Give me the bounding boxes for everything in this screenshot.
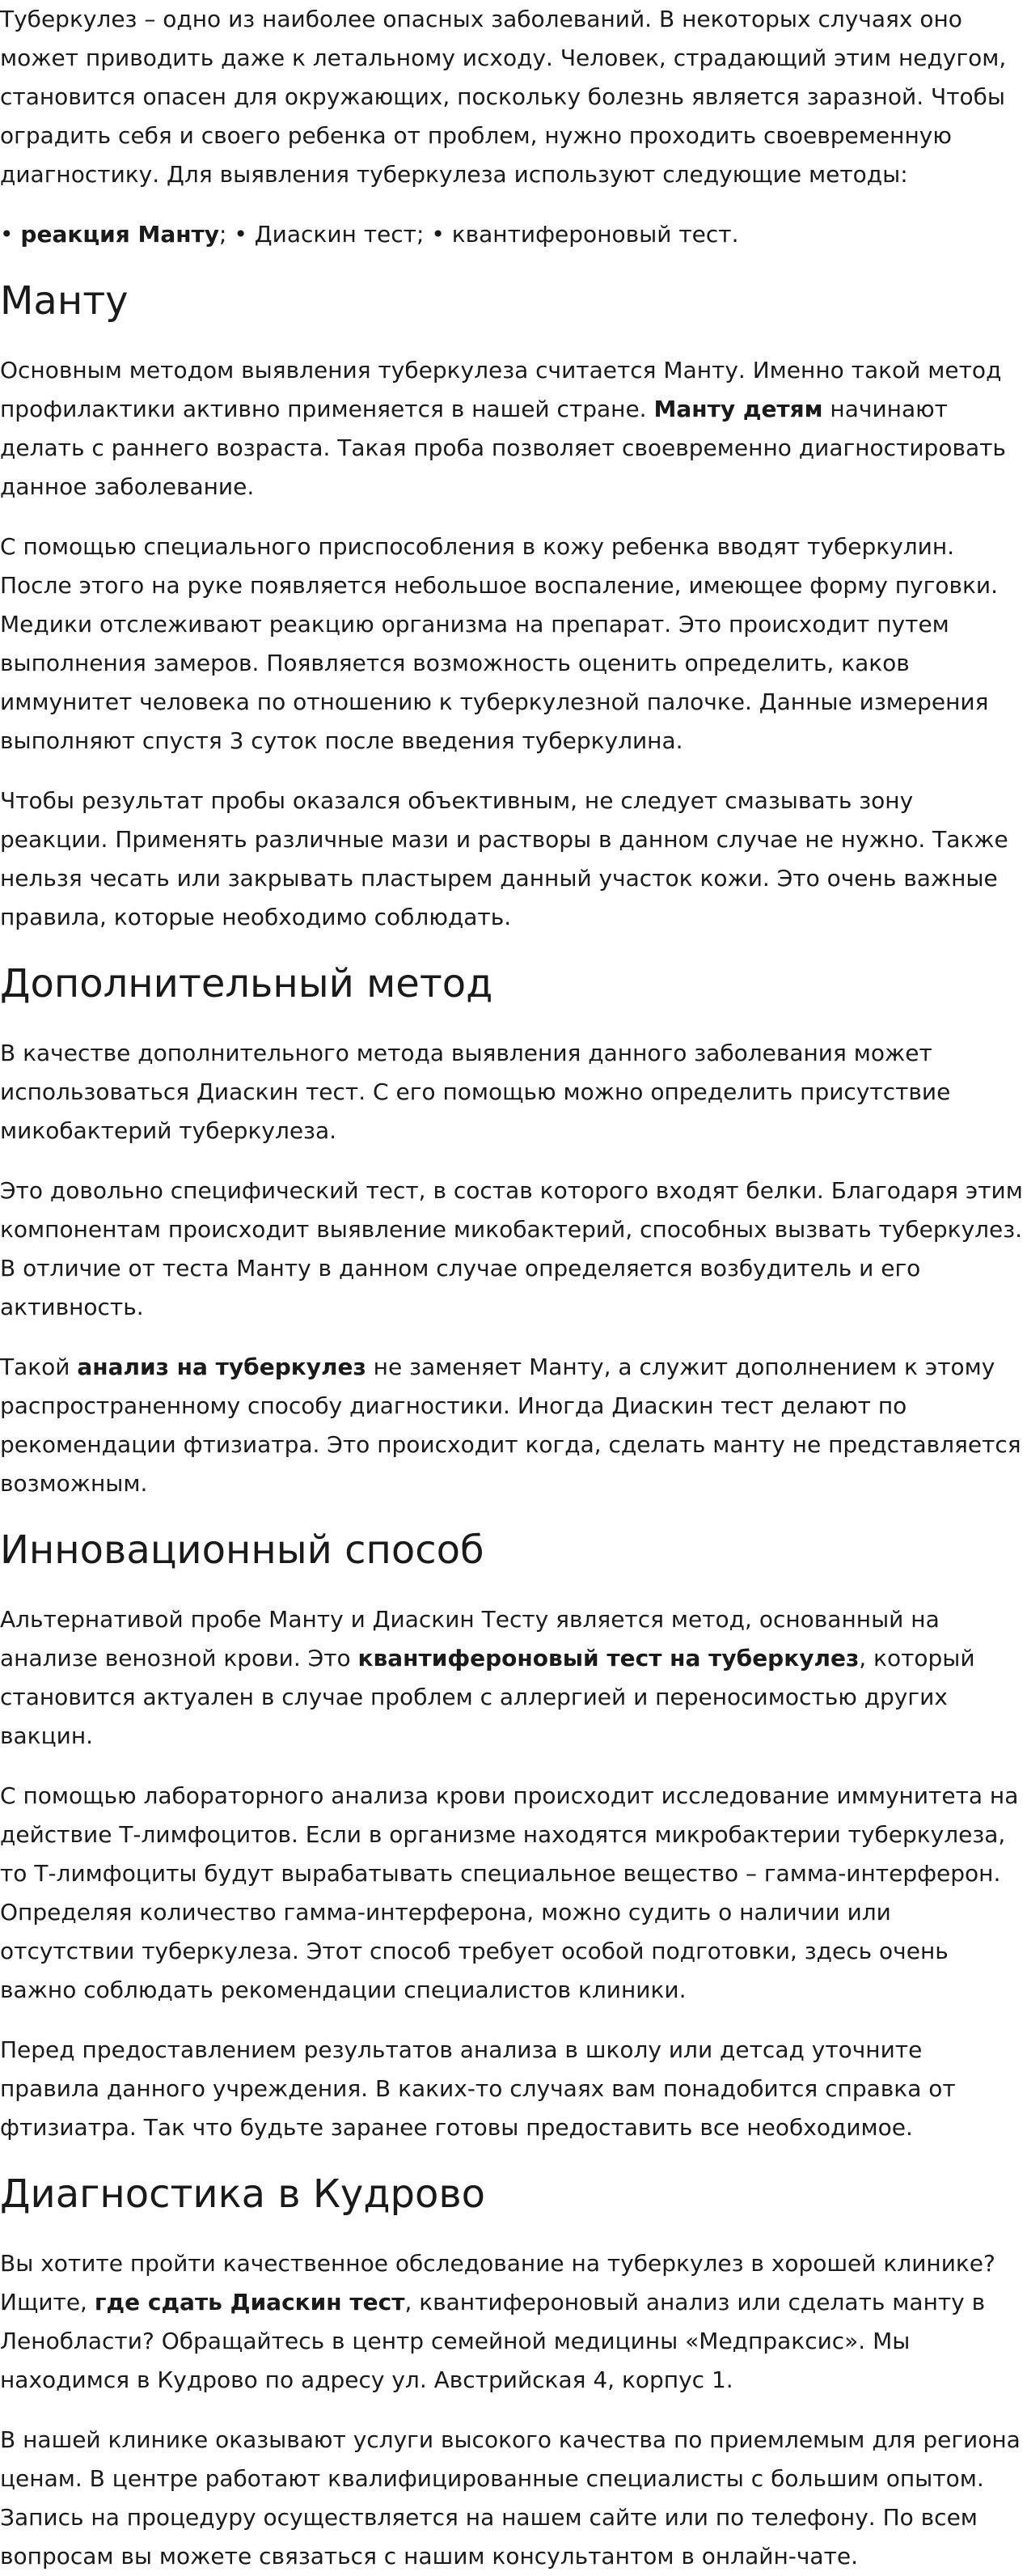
mantu-paragraph-1 [0,351,1027,506]
text: , который становится актуален в случае проблем с аллергией и переносимостью других вакцин. [0,1645,975,1749]
keyword-quantiferon-test: квантифероновый тест на туберкулез [357,1645,860,1671]
heading-mantu: Манту [0,278,129,324]
methods-rest: ; • Диаскин тест; • квантифероновый тест. [219,221,739,248]
extra-paragraph-3 [0,1348,1027,1503]
text: Альтернативой пробе Манту и Диаскин Тесту является метод, основанный на анализе венозной крови. Это [0,1606,940,1671]
text: начинают делать с раннего возраста. Такая проба позволяет своевременно диагностировать данное заболевание. [0,396,1006,500]
innov-paragraph-2: С помощью лабораторного анализа крови происходит исследование иммунитета на действие Т-лимфоцитов. Если в организме находятся микробактерии туберкулеза, то Т-лимфоциты будут вырабатывать специальное вещество – гамма-интерферон. Определяя количество гамма-интерферона, можно судить о наличии или отсутствии туберкулеза. Этот способ требует особой подготовки, здесь очень важно соблюдать рекомендации специалистов клиники. [0,1782,1019,2003]
heading-innovative-method: Инновационный способ [0,1527,484,1573]
text: не заменяет Манту, а служит дополнением к этому распространенному способу диагностики. Иногда Диаскин тест делают по рекомендации фтизиатра. Это происходит когда, сделать манту не представляется возможным. [0,1354,1021,1497]
keyword-mantu: реакция Манту [20,221,220,248]
heading-extra-method: Дополнительный метод [0,961,493,1006]
innov-paragraph-3: Перед предоставлением результатов анализа в школу или детсад уточните правила данного учреждения. В каких-то случаях вам понадобится справка от фтизиатра. Так что будьте заранее готовы предоставить все необходимое. [0,2036,956,2141]
keyword-diaskin-where: где сдать Диаскин тест [94,2289,405,2315]
text: , квантифероновый анализ или сделать манту в Ленобласти? Обращайтесь в центр семейной медицины «Медпраксис». Мы находимся в Кудрово по адресу ул. Австрийская 4, корпус 1. [0,2289,986,2393]
keyword-tb-analysis: анализ на туберкулез [77,1354,366,1380]
extra-paragraph-2: Это довольно специфический тест, в состав которого входят белки. Благодаря этим компонентам происходит выявление микобактерий, способных вызвать туберкулез. В отличие от теста Манту в данном случае определяется возбудитель и его активность. [0,1177,1023,1320]
intro-paragraph: Туберкулез – одно из наиболее опасных заболеваний. В некоторых случаях оно может приводить даже к летальному исходу. Человек, страдающий этим недугом, становится опасен для окружающих, поскольку болезнь является заразной. Чтобы оградить себя и своего ребенка от проблем, нужно проходить своевременную диагностику. Для выявления туберкулеза используют следующие методы: [0,6,1007,188]
mantu-paragraph-3: Чтобы результат пробы оказался объективным, не следует смазывать зону реакции. Применять различные мази и растворы в данном случае не нужно. Также нельзя чесать или закрывать пластырем данный участок кожи. Это очень важные правила, которые необходимо соблюдать. [0,787,1008,930]
extra-paragraph-1: В качестве дополнительного метода выявления данного заболевания может использоваться Диаскин тест. С его помощью можно определить присутствие микобактерий туберкулеза. [0,1040,951,1144]
mantu-paragraph-2: С помощью специального приспособления в кожу ребенка вводят туберкулин. После этого на руке появляется небольшое воспаление, имеющее форму пуговки. Медики отслеживают реакцию организма на препарат. Это происходит путем выполнения замеров. Появляется возможность оценить определить, каков иммунитет человека по отношению к туберкулезной палочке. Данные измерения выполняют спустя 3 суток после введения туберкулина. [0,533,998,754]
text: Вы хотите пройти качественное обследование на туберкулез в хорошей клинике? Ищите, [0,2250,995,2315]
keyword-mantu-children: Манту детям [653,396,823,422]
kudrovo-paragraph-2: В нашей клинике оказывают услуги высокого качества по приемлемым для региона ценам. В центре работают квалифицированные специалисты с большим опытом. Запись на процедуру осуществляется на нашем сайте или по телефону. По всем вопросам вы можете связаться с нашим консультантом в онлайн-чате. [0,2426,1021,2570]
methods-list [0,215,1027,254]
bullet: • [0,221,21,248]
heading-kudrovo: Диагностика в Кудрово [0,2171,485,2217]
kudrovo-paragraph-1 [0,2244,1027,2400]
text: Такой [0,1354,78,1380]
text: Основным методом выявления туберкулеза считается Манту. Именно такой метод профилактики активно применяется в нашей стране. [0,357,1002,422]
innov-paragraph-1 [0,1600,1027,1756]
